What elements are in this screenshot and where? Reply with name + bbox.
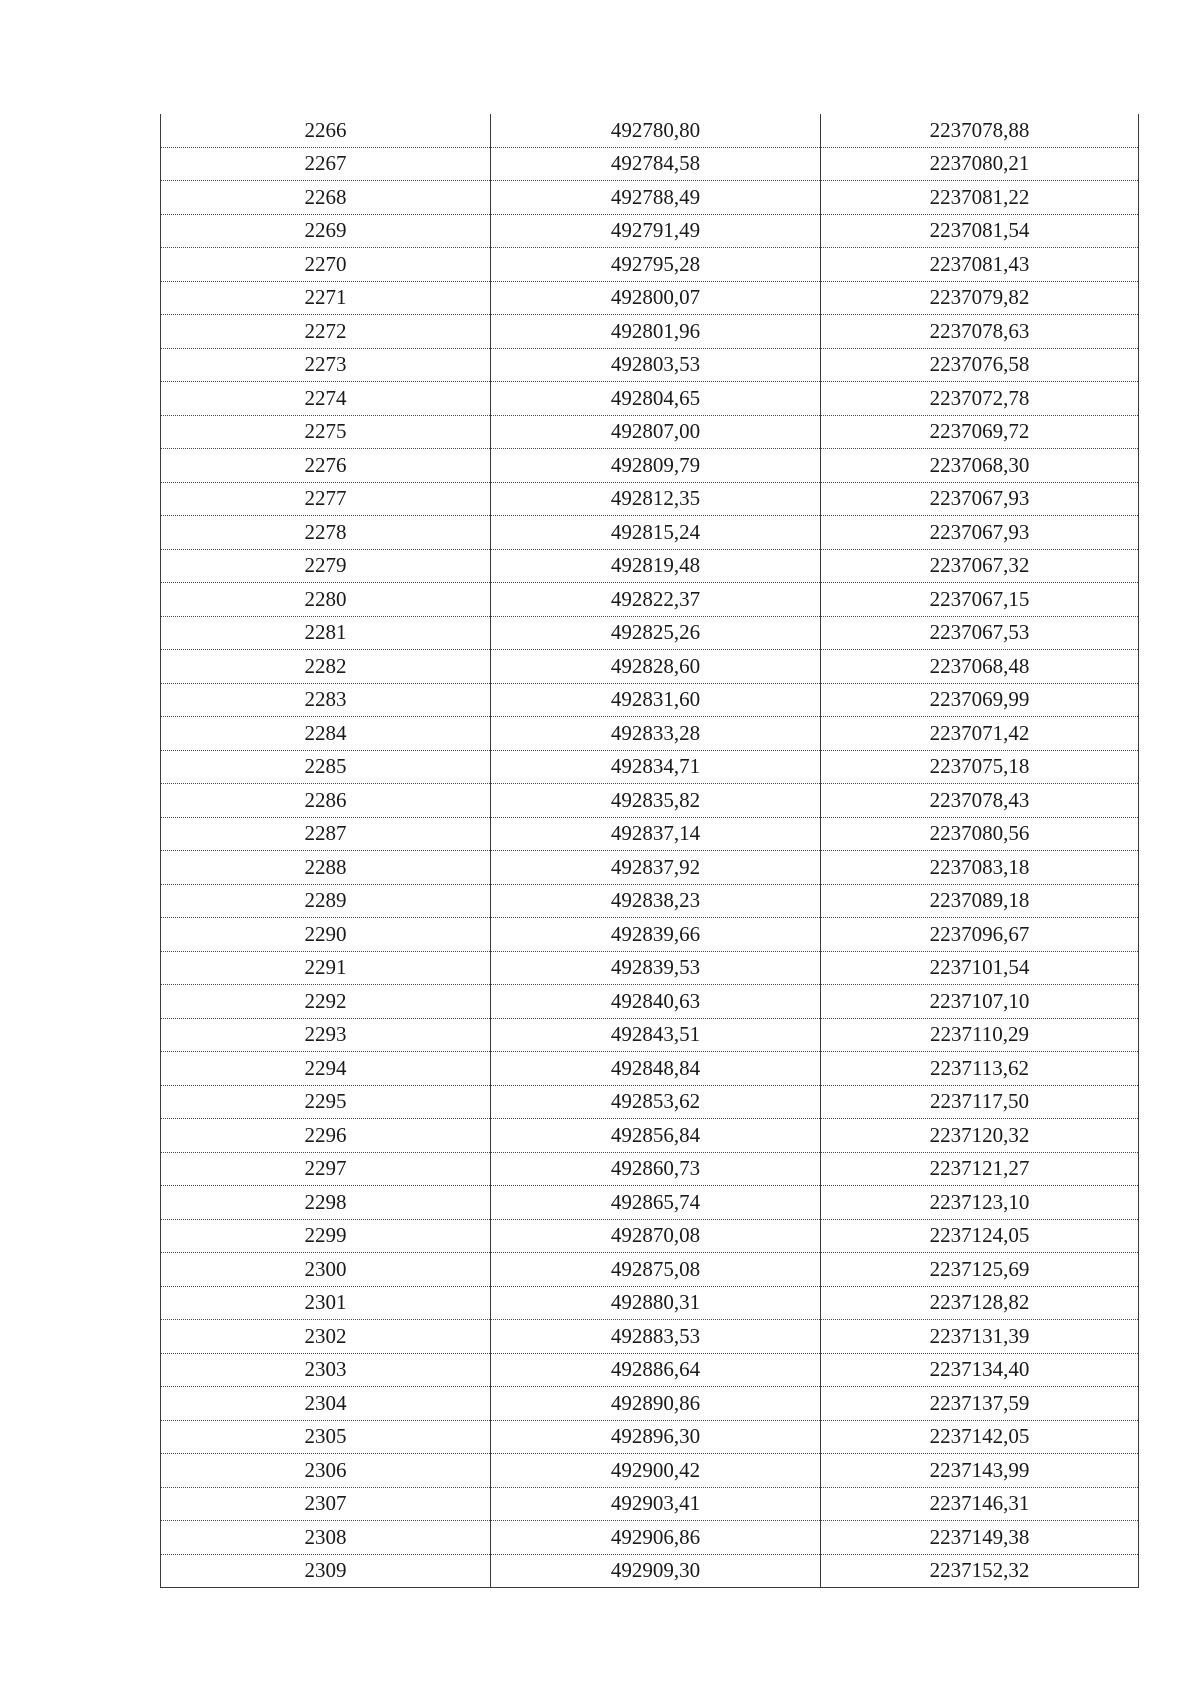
table-row [161,1320,1139,1354]
y-coordinate-cell: 2237080,56 [821,817,1139,851]
point-number-cell: 2279 [161,549,491,583]
table-row [161,1286,1139,1320]
y-coordinate-cell: 2237067,93 [821,482,1139,516]
y-coordinate-cell: 2237137,59 [821,1387,1139,1421]
x-coordinate-cell: 492807,00 [491,415,821,449]
x-coordinate-cell: 492856,84 [491,1119,821,1153]
x-coordinate-cell: 492795,28 [491,248,821,282]
x-coordinate-cell: 492822,37 [491,583,821,617]
y-coordinate-cell: 2237128,82 [821,1286,1139,1320]
point-number-cell: 2304 [161,1387,491,1421]
x-coordinate-cell: 492788,49 [491,181,821,215]
y-coordinate-cell: 2237081,43 [821,248,1139,282]
y-coordinate-cell: 2237131,39 [821,1320,1139,1354]
point-number-cell: 2295 [161,1085,491,1119]
table-row [161,717,1139,751]
point-number-cell: 2274 [161,382,491,416]
y-coordinate-cell: 2237152,32 [821,1554,1139,1588]
point-number-cell: 2290 [161,918,491,952]
x-coordinate-cell: 492804,65 [491,382,821,416]
table-row [161,1487,1139,1521]
y-coordinate-cell: 2237078,43 [821,784,1139,818]
x-coordinate-cell: 492896,30 [491,1420,821,1454]
table-row [161,1420,1139,1454]
y-coordinate-cell: 2237101,54 [821,951,1139,985]
point-number-cell: 2283 [161,683,491,717]
y-coordinate-cell: 2237146,31 [821,1487,1139,1521]
y-coordinate-cell: 2237078,63 [821,315,1139,349]
table-row [161,114,1139,147]
point-number-cell: 2266 [161,114,491,147]
point-number-cell: 2278 [161,516,491,550]
x-coordinate-cell: 492843,51 [491,1018,821,1052]
x-coordinate-cell: 492800,07 [491,281,821,315]
point-number-cell: 2305 [161,1420,491,1454]
table-row [161,415,1139,449]
point-number-cell: 2306 [161,1454,491,1488]
point-number-cell: 2285 [161,750,491,784]
table-row [161,147,1139,181]
y-coordinate-cell: 2237079,82 [821,281,1139,315]
point-number-cell: 2297 [161,1152,491,1186]
x-coordinate-cell: 492853,62 [491,1085,821,1119]
y-coordinate-cell: 2237125,69 [821,1253,1139,1287]
x-coordinate-cell: 492865,74 [491,1186,821,1220]
table-row [161,449,1139,483]
table-row [161,549,1139,583]
point-number-cell: 2301 [161,1286,491,1320]
y-coordinate-cell: 2237113,62 [821,1052,1139,1086]
x-coordinate-cell: 492831,60 [491,683,821,717]
table-row [161,1387,1139,1421]
x-coordinate-cell: 492812,35 [491,482,821,516]
table-row [161,951,1139,985]
table-row [161,348,1139,382]
point-number-cell: 2276 [161,449,491,483]
point-number-cell: 2271 [161,281,491,315]
table-row [161,1521,1139,1555]
point-number-cell: 2272 [161,315,491,349]
point-number-cell: 2296 [161,1119,491,1153]
y-coordinate-cell: 2237149,38 [821,1521,1139,1555]
x-coordinate-cell: 492815,24 [491,516,821,550]
x-coordinate-cell: 492880,31 [491,1286,821,1320]
y-coordinate-cell: 2237072,78 [821,382,1139,416]
x-coordinate-cell: 492835,82 [491,784,821,818]
y-coordinate-cell: 2237068,30 [821,449,1139,483]
point-number-cell: 2273 [161,348,491,382]
x-coordinate-cell: 492900,42 [491,1454,821,1488]
coordinate-table [160,114,1139,1588]
y-coordinate-cell: 2237121,27 [821,1152,1139,1186]
point-number-cell: 2303 [161,1353,491,1387]
point-number-cell: 2267 [161,147,491,181]
table-row [161,214,1139,248]
point-number-cell: 2282 [161,650,491,684]
point-number-cell: 2294 [161,1052,491,1086]
point-number-cell: 2280 [161,583,491,617]
point-number-cell: 2286 [161,784,491,818]
table-row [161,1353,1139,1387]
x-coordinate-cell: 492903,41 [491,1487,821,1521]
y-coordinate-cell: 2237067,32 [821,549,1139,583]
point-number-cell: 2269 [161,214,491,248]
point-number-cell: 2291 [161,951,491,985]
y-coordinate-cell: 2237110,29 [821,1018,1139,1052]
point-number-cell: 2270 [161,248,491,282]
point-number-cell: 2300 [161,1253,491,1287]
x-coordinate-cell: 492809,79 [491,449,821,483]
x-coordinate-cell: 492837,92 [491,851,821,885]
table-row [161,1085,1139,1119]
table-row [161,516,1139,550]
point-number-cell: 2281 [161,616,491,650]
x-coordinate-cell: 492860,73 [491,1152,821,1186]
table-row [161,1554,1139,1588]
table-row [161,1253,1139,1287]
x-coordinate-cell: 492834,71 [491,750,821,784]
table-row [161,683,1139,717]
point-number-cell: 2287 [161,817,491,851]
point-number-cell: 2275 [161,415,491,449]
table-row [161,1152,1139,1186]
y-coordinate-cell: 2237117,50 [821,1085,1139,1119]
x-coordinate-cell: 492870,08 [491,1219,821,1253]
table-row [161,1119,1139,1153]
y-coordinate-cell: 2237080,21 [821,147,1139,181]
coordinate-table-body [161,114,1139,1588]
y-coordinate-cell: 2237071,42 [821,717,1139,751]
y-coordinate-cell: 2237081,54 [821,214,1139,248]
table-row [161,281,1139,315]
table-row [161,817,1139,851]
x-coordinate-cell: 492837,14 [491,817,821,851]
y-coordinate-cell: 2237081,22 [821,181,1139,215]
table-row [161,382,1139,416]
point-number-cell: 2292 [161,985,491,1019]
point-number-cell: 2309 [161,1554,491,1588]
y-coordinate-cell: 2237124,05 [821,1219,1139,1253]
table-row [161,918,1139,952]
table-row [161,616,1139,650]
y-coordinate-cell: 2237076,58 [821,348,1139,382]
point-number-cell: 2302 [161,1320,491,1354]
x-coordinate-cell: 492833,28 [491,717,821,751]
y-coordinate-cell: 2237083,18 [821,851,1139,885]
x-coordinate-cell: 492875,08 [491,1253,821,1287]
x-coordinate-cell: 492803,53 [491,348,821,382]
x-coordinate-cell: 492828,60 [491,650,821,684]
table-row [161,482,1139,516]
point-number-cell: 2308 [161,1521,491,1555]
y-coordinate-cell: 2237078,88 [821,114,1139,147]
x-coordinate-cell: 492848,84 [491,1052,821,1086]
x-coordinate-cell: 492886,64 [491,1353,821,1387]
y-coordinate-cell: 2237069,72 [821,415,1139,449]
point-number-cell: 2293 [161,1018,491,1052]
y-coordinate-cell: 2237075,18 [821,750,1139,784]
point-number-cell: 2288 [161,851,491,885]
y-coordinate-cell: 2237142,05 [821,1420,1139,1454]
x-coordinate-cell: 492780,80 [491,114,821,147]
table-row [161,248,1139,282]
table-row [161,1052,1139,1086]
table-row [161,181,1139,215]
table-row [161,750,1139,784]
x-coordinate-cell: 492791,49 [491,214,821,248]
table-row [161,650,1139,684]
point-number-cell: 2289 [161,884,491,918]
table-row [161,985,1139,1019]
x-coordinate-cell: 492819,48 [491,549,821,583]
point-number-cell: 2299 [161,1219,491,1253]
x-coordinate-cell: 492838,23 [491,884,821,918]
point-number-cell: 2284 [161,717,491,751]
y-coordinate-cell: 2237067,15 [821,583,1139,617]
x-coordinate-cell: 492883,53 [491,1320,821,1354]
table-row [161,1186,1139,1220]
x-coordinate-cell: 492906,86 [491,1521,821,1555]
x-coordinate-cell: 492909,30 [491,1554,821,1588]
x-coordinate-cell: 492890,86 [491,1387,821,1421]
y-coordinate-cell: 2237134,40 [821,1353,1139,1387]
x-coordinate-cell: 492839,66 [491,918,821,952]
y-coordinate-cell: 2237069,99 [821,683,1139,717]
table-row [161,851,1139,885]
x-coordinate-cell: 492784,58 [491,147,821,181]
point-number-cell: 2268 [161,181,491,215]
x-coordinate-cell: 492839,53 [491,951,821,985]
y-coordinate-cell: 2237067,53 [821,616,1139,650]
y-coordinate-cell: 2237096,67 [821,918,1139,952]
table-row [161,784,1139,818]
x-coordinate-cell: 492840,63 [491,985,821,1019]
table-row [161,583,1139,617]
x-coordinate-cell: 492801,96 [491,315,821,349]
y-coordinate-cell: 2237068,48 [821,650,1139,684]
point-number-cell: 2277 [161,482,491,516]
y-coordinate-cell: 2237143,99 [821,1454,1139,1488]
y-coordinate-cell: 2237067,93 [821,516,1139,550]
table-row [161,1454,1139,1488]
point-number-cell: 2298 [161,1186,491,1220]
table-row [161,884,1139,918]
x-coordinate-cell: 492825,26 [491,616,821,650]
y-coordinate-cell: 2237089,18 [821,884,1139,918]
y-coordinate-cell: 2237107,10 [821,985,1139,1019]
table-row [161,1219,1139,1253]
table-row [161,315,1139,349]
point-number-cell: 2307 [161,1487,491,1521]
y-coordinate-cell: 2237123,10 [821,1186,1139,1220]
y-coordinate-cell: 2237120,32 [821,1119,1139,1153]
table-row [161,1018,1139,1052]
